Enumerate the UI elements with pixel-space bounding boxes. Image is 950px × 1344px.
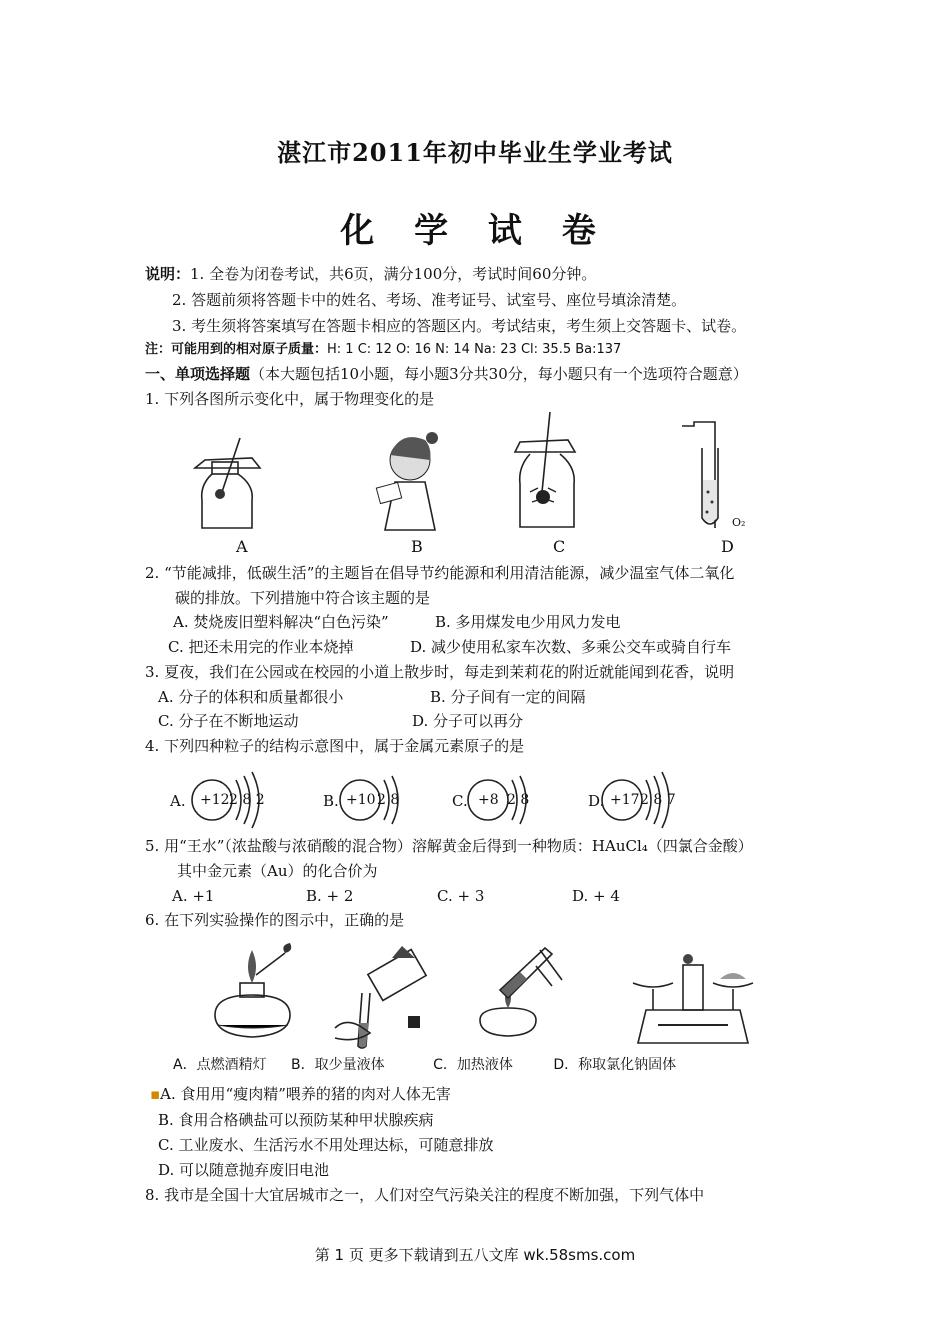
atomic-mass-note	[145, 340, 621, 360]
q2-option-c: C. 把还未用完的作业本烧掉	[168, 638, 354, 656]
q1-figure-a	[190, 430, 270, 535]
q3-option-d: D. 分子可以再分	[412, 712, 524, 730]
exam-title: 湛江市2011年初中毕业生学业考试	[277, 138, 673, 167]
q7-option-a-text: A. 食用用“瘦肉精”喂养的猪的肉对人体无害	[160, 1085, 451, 1103]
q4-shells-a: 2 8 2	[229, 792, 265, 808]
section-heading: 一、单项选择题	[145, 365, 251, 383]
q5-option-b: B. + 2	[306, 887, 354, 905]
section-heading-line	[145, 364, 748, 384]
question-2-stem-2: 碳的排放。下列措施中符合该主题的是	[175, 589, 431, 607]
page-footer: 第 1 页 更多下载请到五八文库 wk.58sms.com	[314, 1246, 636, 1264]
q1-label-b: B	[411, 537, 423, 556]
q4-nucleus-b: +10	[346, 792, 376, 808]
q4-shells-d: 2 8 7	[640, 792, 676, 808]
q6-caption-a: A．点燃酒精灯	[173, 1057, 267, 1073]
q1-figure-b	[370, 430, 450, 535]
question-6-stem: 6. 在下列实验操作的图示中，正确的是	[145, 911, 405, 929]
atomic-mass-values: H: 1 C: 12 O: 16 N: 14 Na: 23 Cl: 35.5 Ba:137	[327, 342, 622, 357]
question-4-stem: 4. 下列四种粒子的结构示意图中，属于金属元素原子的是	[145, 737, 525, 755]
q5-option-c: C. + 3	[437, 887, 485, 905]
q1-figure-c	[510, 412, 590, 532]
q2-option-d: D. 减少使用私家车次数、多乘公交车或骑自行车	[410, 638, 732, 656]
question-5-stem: 5. 用“王水”（浓盐酸与浓硝酸的混合物）溶解黄金后得到一种物质：HAuCl₄（四氯合金酸）	[145, 837, 753, 855]
instructions-line-1	[145, 264, 596, 284]
q2-option-a: A. 焚烧废旧塑料解决“白色污染”	[173, 613, 389, 631]
q4-shells-b: 2 8	[377, 792, 400, 808]
q7-option-c: C. 工业废水、生活污水不用处理达标，可随意排放	[158, 1136, 494, 1154]
q4-label-d: D.	[588, 792, 605, 810]
q4-label-b: B.	[323, 792, 339, 810]
section-desc: （本大题包括10小题，每小题3分共30分，每小题只有一个选项符合题意）	[250, 365, 748, 383]
question-2-stem: 2. “节能减排，低碳生活”的主题旨在倡导节约能源和利用清洁能源，减少温室气体二氧化	[145, 564, 735, 582]
question-3-stem: 3. 夏夜，我们在公园或在校园的小道上散步时，每走到茉莉花的附近就能闻到花香，说明	[145, 663, 735, 681]
q3-option-c: C. 分子在不断地运动	[158, 712, 299, 730]
q4-label-a: A.	[170, 792, 186, 810]
q6-figure-c	[470, 940, 570, 1048]
question-8-stem: 8. 我市是全国十大宜居城市之一，人们对空气污染关注的程度不断加强，下列气体中	[145, 1186, 705, 1204]
q4-label-c: C.	[452, 792, 468, 810]
q6-figure-a	[210, 945, 300, 1045]
atomic-mass-label: 注：可能用到的相对原子质量：	[145, 342, 328, 357]
question-1-stem: 1. 下列各图所示变化中，属于物理变化的是	[145, 390, 435, 408]
q1-label-c: C	[553, 537, 566, 556]
instruction-item: 2. 答题前须将答题卡中的姓名、考场、准考证号、试室号、座位号填涂清楚。	[172, 291, 687, 309]
q6-caption-d: D．称取氯化钠固体	[553, 1057, 677, 1073]
q5-option-d: D. + 4	[572, 887, 620, 905]
q7-option-a	[150, 1084, 451, 1104]
q3-option-a: A. 分子的体积和质量都很小	[158, 688, 344, 706]
q7-option-b: B. 食用合格碘盐可以预防某种甲状腺疾病	[158, 1111, 434, 1129]
q5-option-a: A. +1	[172, 887, 215, 905]
q1-d-suffix: O₂	[732, 516, 746, 529]
question-5-stem-2: 其中金元素（Au）的化合价为	[177, 862, 378, 880]
q2-option-b: B. 多用煤发电少用风力发电	[435, 613, 621, 631]
exam-subtitle: 化 学 试 卷	[340, 211, 610, 251]
q7-marker: ▪	[150, 1085, 161, 1103]
instruction-item: 1. 全卷为闭卷考试，共6页，满分100分，考试时间60分钟。	[190, 265, 597, 283]
q4-shells-c: 2 8	[507, 792, 530, 808]
q6-figure-b	[330, 938, 440, 1050]
q3-option-b: B. 分子间有一定的间隔	[430, 688, 586, 706]
q1-label-a: A	[236, 537, 248, 556]
q6-figure-d	[628, 955, 758, 1045]
q6-caption-c: C．加热液体	[433, 1057, 513, 1073]
instruction-item: 3. 考生须将答案填写在答题卡相应的答题区内。考试结束，考生须上交答题卡、试卷。	[172, 317, 747, 335]
q4-nucleus-a: +12	[200, 792, 230, 808]
q6-captions	[145, 1054, 676, 1074]
q6-caption-b: B．取少量液体	[291, 1057, 385, 1073]
q4-nucleus-c: +8	[478, 792, 499, 808]
q1-label-d: D	[721, 537, 734, 556]
instructions-label: 说明：	[145, 265, 191, 283]
q7-option-d: D. 可以随意抛弃废旧电池	[158, 1161, 330, 1179]
q4-nucleus-d: +17	[610, 792, 640, 808]
